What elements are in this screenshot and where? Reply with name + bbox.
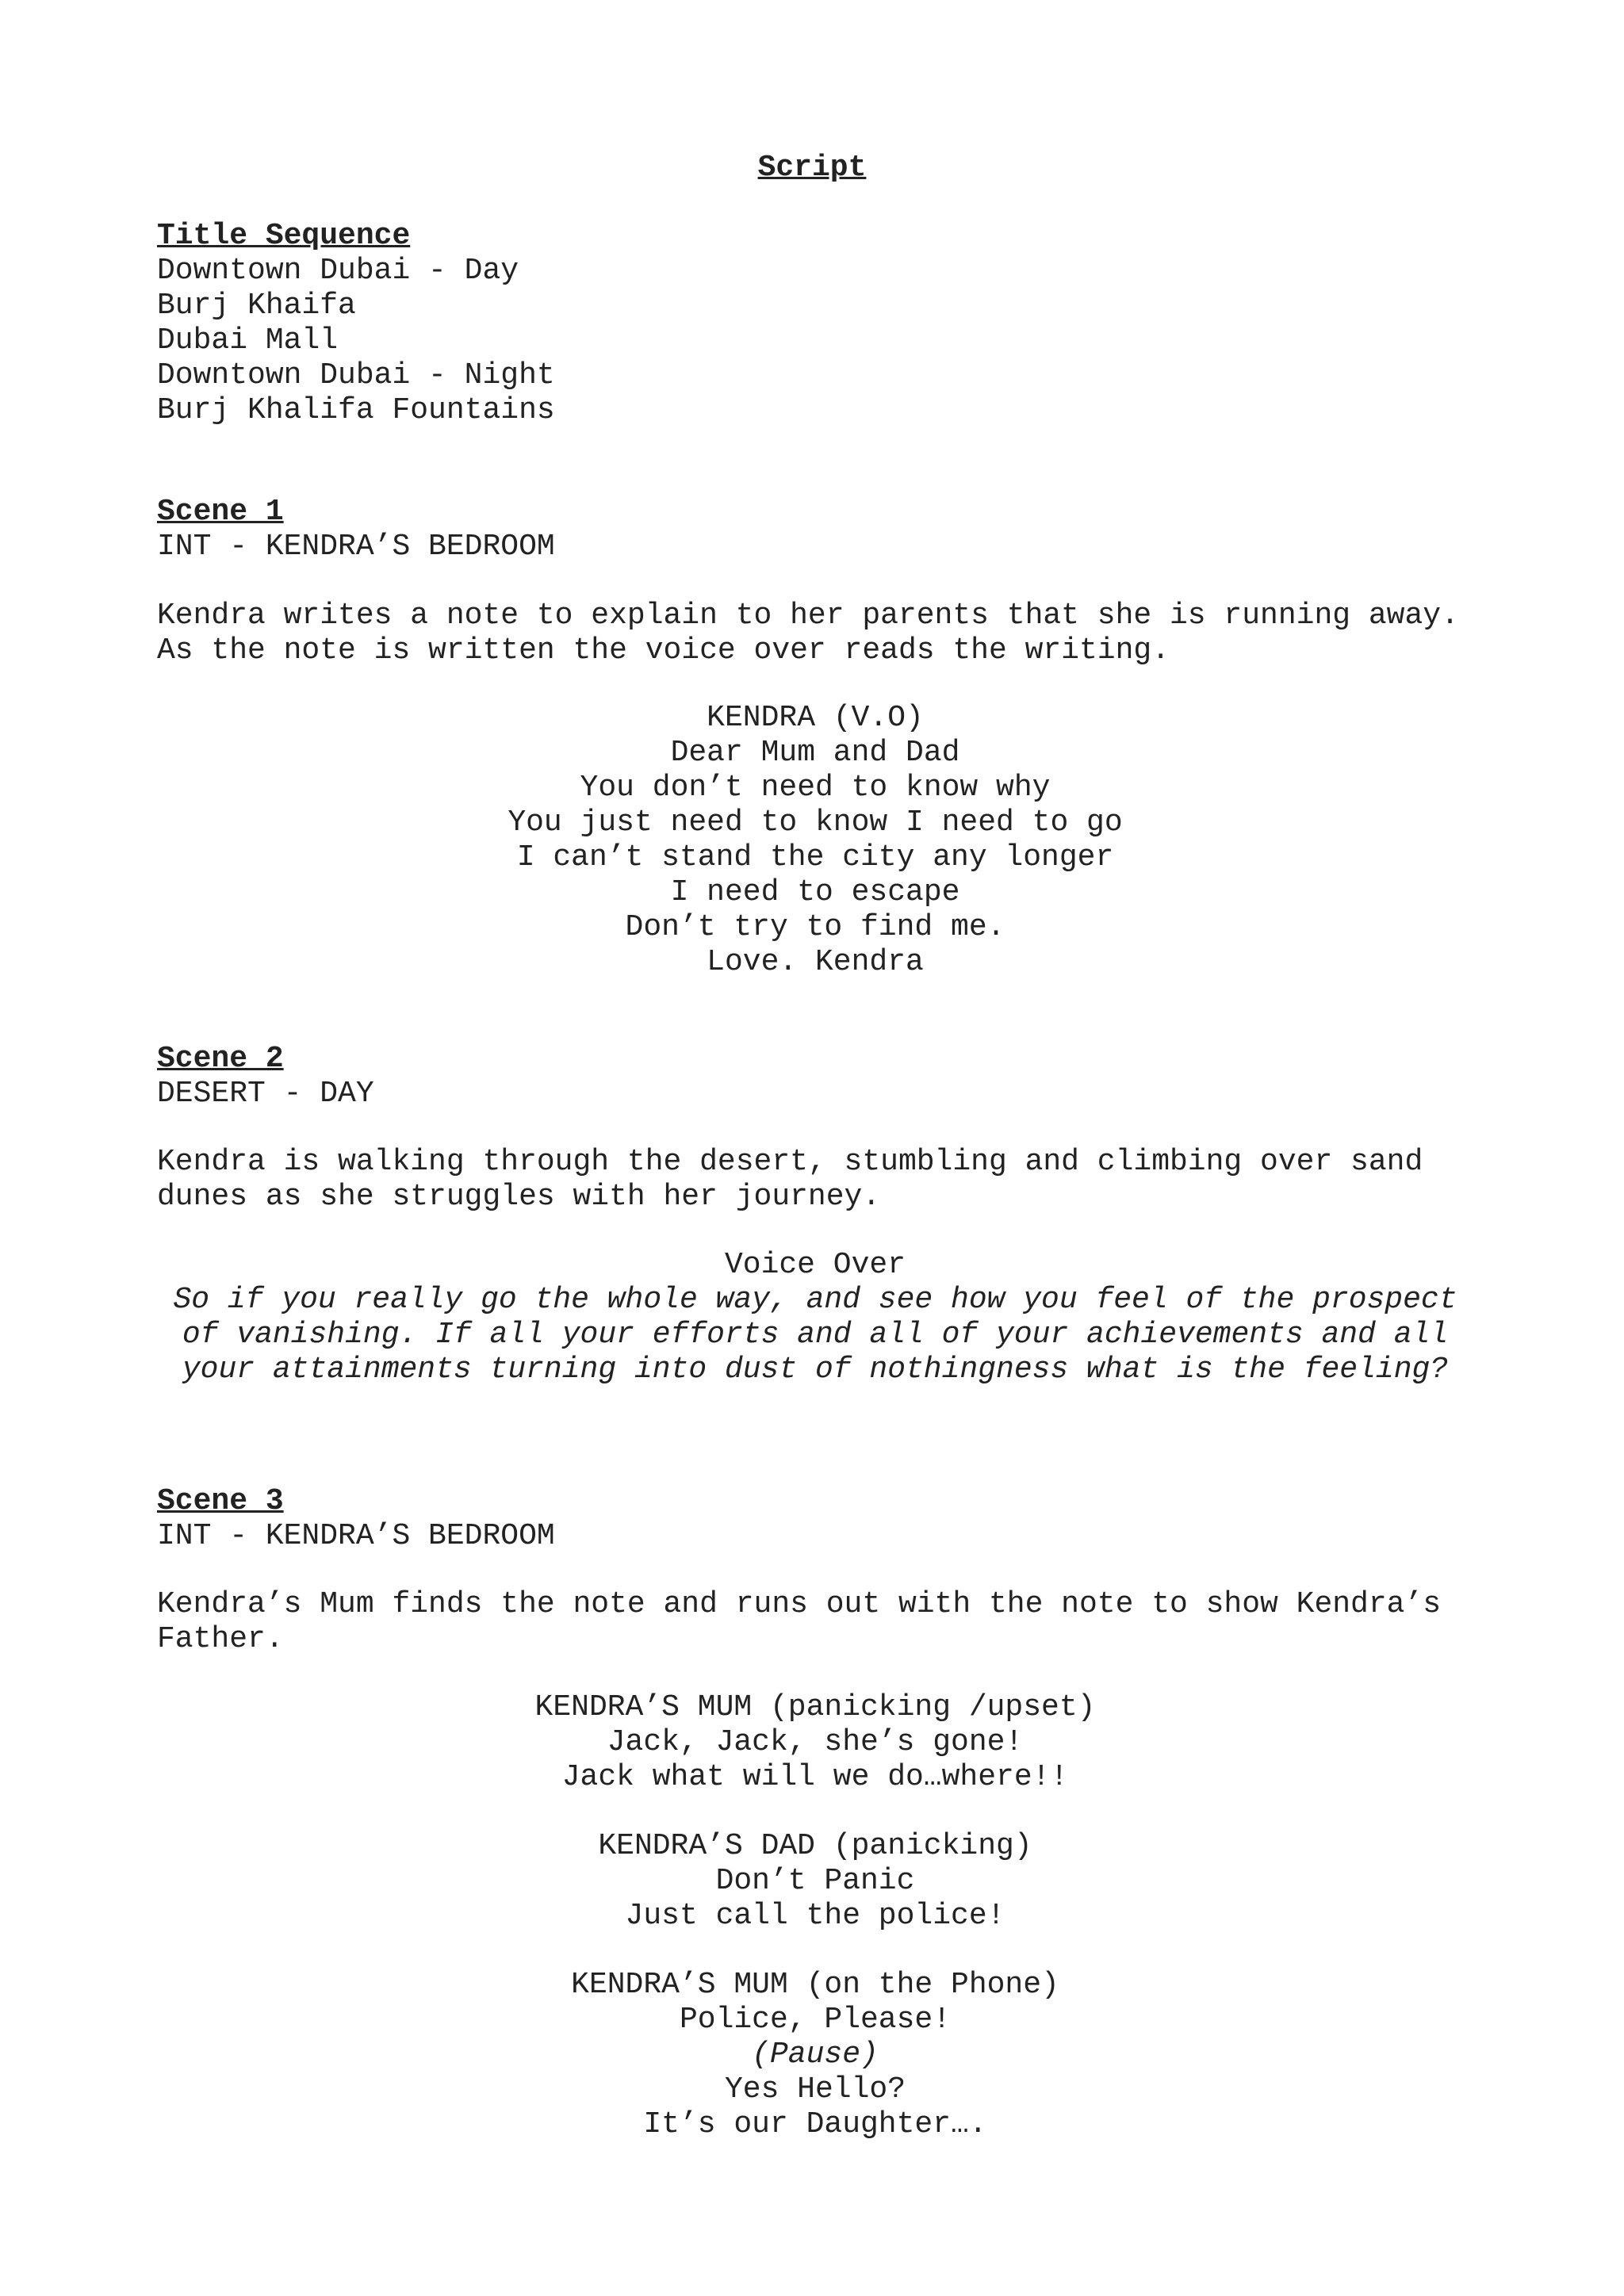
dialogue-line: I can’t stand the city any longer	[516, 840, 1114, 874]
scene-1-action	[157, 599, 1473, 668]
voice-over-line: your attainments turning into dust of nothingness what is the feeling?	[182, 1353, 1449, 1387]
scene-1-action-line: Kendra writes a note to explain to her parents that she is running away.	[157, 599, 1459, 633]
scene-2-voice-over	[157, 1248, 1473, 1387]
title-sequence-line: Burj Khalifa Fountains	[157, 393, 555, 427]
dialogue-line: Jack, Jack, she’s gone!	[607, 1725, 1024, 1759]
dialogue-line: Yes Hello?	[724, 2072, 906, 2107]
title-sequence-line: Burj Khaifa	[157, 289, 356, 323]
scene-2-location: DESERT - DAY	[157, 1077, 374, 1111]
dialogue-line: I need to escape	[670, 875, 960, 909]
voice-over-line: of vanishing. If all your efforts and all of your achievements and all	[182, 1318, 1449, 1352]
title-sequence-section	[157, 219, 1473, 428]
dialogue-line: Jack what will we do…where!!	[561, 1760, 1069, 1794]
dialogue-line: It’s our Daughter….	[643, 2107, 987, 2141]
title-sequence-line: Downtown Dubai - Night	[157, 358, 555, 392]
scene-1-header	[157, 495, 1473, 564]
dialogue-line: Love. Kendra	[707, 945, 924, 979]
scene-3-action-line: Kendra’s Mum finds the note and runs out with the note to show Kendra’s	[157, 1587, 1442, 1621]
scene-3-header	[157, 1484, 1473, 1554]
scene-2-heading: Scene 2	[157, 1042, 284, 1076]
scene-2-header	[157, 1042, 1473, 1112]
scene-2-action	[157, 1145, 1473, 1215]
scene-3-action	[157, 1587, 1473, 1657]
scene-3-action-line: Father.	[157, 1622, 284, 1656]
parenthetical: (Pause)	[752, 2038, 879, 2072]
scene-3-location: INT - KENDRA’S BEDROOM	[157, 1519, 555, 1553]
dialogue-line: You just need to know I need to go	[508, 806, 1123, 840]
dialogue-line: You don’t need to know why	[580, 771, 1051, 805]
scene-2-action-line: dunes as she struggles with her journey.	[157, 1180, 881, 1214]
title-sequence-line: Dubai Mall	[157, 323, 339, 358]
scene-1-action-line: As the note is written the voice over reads the writing.	[157, 633, 1170, 668]
scene-2-action-line: Kendra is walking through the desert, stumbling and climbing over sand	[157, 1145, 1423, 1179]
voice-over-line: So if you really go the whole way, and see how you feel of the prospect	[173, 1283, 1457, 1317]
document-title: Script	[757, 151, 867, 185]
dialogue-line: Dear Mum and Dad	[670, 736, 960, 770]
scene-1-heading: Scene 1	[157, 495, 284, 529]
character-cue: KENDRA’S DAD (panicking)	[598, 1829, 1032, 1863]
dialogue-line: Don’t Panic	[715, 1864, 915, 1898]
scene-3-heading: Scene 3	[157, 1484, 284, 1518]
scene-1-location: INT - KENDRA’S BEDROOM	[157, 530, 555, 564]
character-cue: KENDRA’S MUM (on the Phone)	[571, 1968, 1059, 2002]
dialogue-line: Police, Please!	[679, 2003, 952, 2037]
dialogue-line: Just call the police!	[625, 1899, 1005, 1933]
character-cue: KENDRA’S MUM (panicking /upset)	[534, 1690, 1096, 1724]
title-sequence-heading: Title Sequence	[157, 219, 411, 253]
voice-over-cue: Voice Over	[724, 1248, 906, 1282]
character-cue: KENDRA (V.O)	[707, 701, 924, 735]
scene-1-dialogue	[157, 701, 1473, 980]
title-sequence-line: Downtown Dubai - Day	[157, 254, 519, 288]
dialogue-line: Don’t try to find me.	[625, 910, 1005, 944]
spacer	[157, 1795, 1473, 1829]
spacer	[157, 1934, 1473, 1968]
scene-3-dialogue	[157, 1690, 1473, 2142]
